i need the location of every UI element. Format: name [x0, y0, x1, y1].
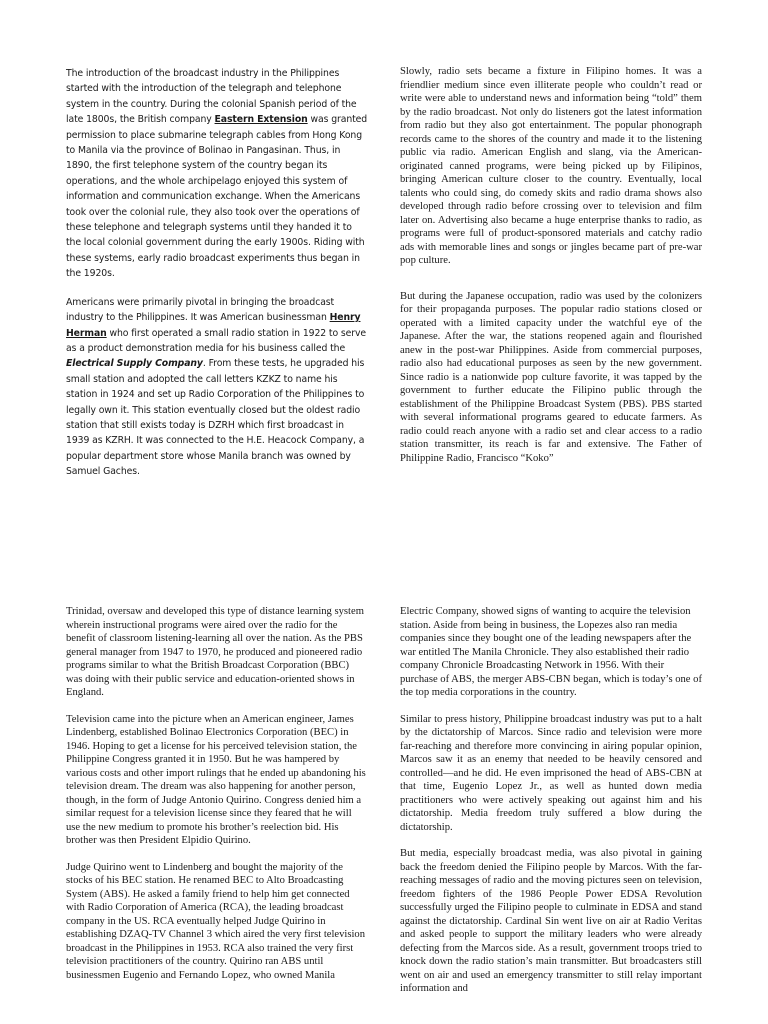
- paragraph-americans-radio: Americans were primarily pivotal in bringing the broadcast industry to the Philippines. It was American businessman Henry Herman who first operated a small radio station in 1922 to serve as a product demonstration media for his business called the Electrical Supply Company. From these tests, he upgraded his small station and adopted the call letters KZKZ to name his station in 1924 and set up Radio Corporation of the Philippines to legally own it. This station eventually closed but the oldest radio station that still exists today is DZRH which first broadcast in 1939 as KZRH. It was connected to the H.E. Heacock Company, a popular department store whose Manila branch was owned by Samuel Gaches.: [66, 296, 367, 478]
- link-henry-herman[interactable]: Henry Herman: [66, 312, 361, 339]
- paragraph-judge-quirino: Judge Quirino went to Lindenberg and bought the majority of the stocks of his BEC station. He renamed BEC to Alto Broadcasting System (ABS). He asked a family friend to help him get connected with Radio Corporation of America (RCA), the leading broadcast company in the US. RCA eventually helped Judge Quirino in establishing DZAQ-TV Channel 3 which aired the very first television broadcast in the Philippines in 1953. RCA also trained the very first television practitioners of the country. Quirino ran ABS until businessmen Eugenio and Fernando Lopez, who owned Manila: [66, 861, 366, 981]
- paragraph-radio-homes: Slowly, radio sets became a fixture in Filipino homes. It was a friendlier medium since even illiterate people who couldn’t read or write were able to understand news and information being “told” them by the radio broadcast. Not only do listeners got the latest information from radio but they also got entertainment. The popular phonograph records came to the shores of the country and made it to the listening public via radio. American English and slang, via the American-originated canned programs, were being picked up by Filipinos, bringing American culture closer to the country. Eventually, local talents who could sing, do comedy skits and radio drama shows also developed through radio before crossing over to television and film later on. Advertising also became a huge enterprise thanks to radio, as programs were full of product-sponsored materials and catchy radio ads with memorable lines and songs or jingles became part of pre-war pop culture.: [400, 66, 702, 266]
- paragraph-television-begins: Television came into the picture when an American engineer, James Lindenberg, established Bolinao Electronics Corporation (BEC) in 1946. Hoping to get a license for his perceived television station, the Philippine Congress granted it in 1950. But he was hampered by various costs and other import rulings that he ended up abandoning his television dream. The dream was also happening for another person, though, in the form of Judge Antonio Quirino. Congress denied him a similar request for a television license since they feared that he will use the new medium to promote his brother’s reelection bid. His brother was then President Elpidio Quirino.: [66, 713, 366, 846]
- paragraph-marcos-dictatorship: Similar to press history, Philippine broadcast industry was put to a halt by the dictatorship of Marcos. Since radio and television were more far-reaching and therefore more convincing in airing popular opinion, Marcos saw it as an enemy that needed to be heavily censored and controlled—and he did. He even imprisoned the head of ABS-CBN at that time, Eugenio Lopez Jr., as well as hunted down media practitioners who were actively speaking out against him and his dictatorship. Media freedom truly suffered a blow during the dictatorship.: [400, 713, 702, 833]
- paragraph-lopez: Electric Company, showed signs of wanting to acquire the television station. Aside from being in business, the Lopezes also ran media companies since they bought one of the leading newspapers after the war entitled The Manila Chronicle. They also established their radio company Chronicle Broadcasting Network in 1956. With their purchase of ABS, the merger ABS-CBN began, which is today’s one of the top media corporations in the country.: [400, 606, 702, 698]
- link-eastern-extension[interactable]: Eastern Extension: [214, 114, 308, 126]
- company-name-emphasis: Electrical Supply Company: [66, 358, 203, 370]
- column-bottom-left: [66, 605, 368, 995]
- paragraph-edsa-revolution: But media, especially broadcast media, was also pivotal in gaining back the freedom denied the Filipino people by Marcos. With the far-reaching messages of radio and the moving pictures seen on television, freedom fighters of the 1986 People Power EDSA Revolution successfully urged the Filipino people to culminate in EDSA and stand against the dictatorship. Cardinal Sin went live on air at Radio Veritas and asked people to support the military leaders who were already defecting from the Marcos side. As a result, government troops tried to knock down the radio station’s main transmitter. But broadcasters still went on air and used an emergency transmitter to still relay important information and: [400, 848, 702, 994]
- column-top-left: [66, 66, 368, 493]
- paragraph-telegraph-history: The introduction of the broadcast industry in the Philippines started with the introduction of the telegraph and telephone system in the country. During the colonial Spanish period of the late 1800s, the British company Eastern Extension was granted permission to place submarine telegraph cables from Hong Kong to Manila via the province of Bolinao in Pangasinan. Thus, in 1890, the first telephone system of the country began its operations, and the whole archipelago enjoyed this system of information and communication exchange. When the Americans took over the colonial rule, they also took over the operations of these telephone and telegraph systems until they handed it to the local colonial government during the early 1900s. Riding with these systems, early radio broadcast experiments thus began in the 1920s.: [66, 68, 368, 280]
- paragraph-japanese-occupation: But during the Japanese occupation, radio was used by the colonizers for their propaganda purposes. The popular radio stations closed or operated with a limited capacity under the watchful eye of the Japanese. After the war, the stations reopened again and flourished anew in the post-war Philippines. Aside from commercial purposes, radio also had educational purposes as seen by the new government. Since radio is a nationwide pop culture favorite, it was tapped by the government to further educate the Filipino public through the establishment of the Philippine Broadcast System (PBS). PBS started with several informational programs geared to educate farmers. As radio could reach anyone with a radio set and clear access to a radio station transmitter, its reach is far and extensive. The Father of Philippine Radio, Francisco “Koko”: [400, 290, 702, 464]
- column-top-right: [400, 65, 702, 478]
- paragraph-trinidad: Trinidad, oversaw and developed this type of distance learning system wherein instructional programs were aired over the radio for the benefit of classroom listening-learning all over the nation. As the PBS general manager from 1947 to 1970, he produced and pioneered radio programs similar to what the British Broadcast Corporation (BBC) was doing with their public service and education-oriented shows in England.: [66, 606, 364, 698]
- column-bottom-right: [400, 605, 702, 1009]
